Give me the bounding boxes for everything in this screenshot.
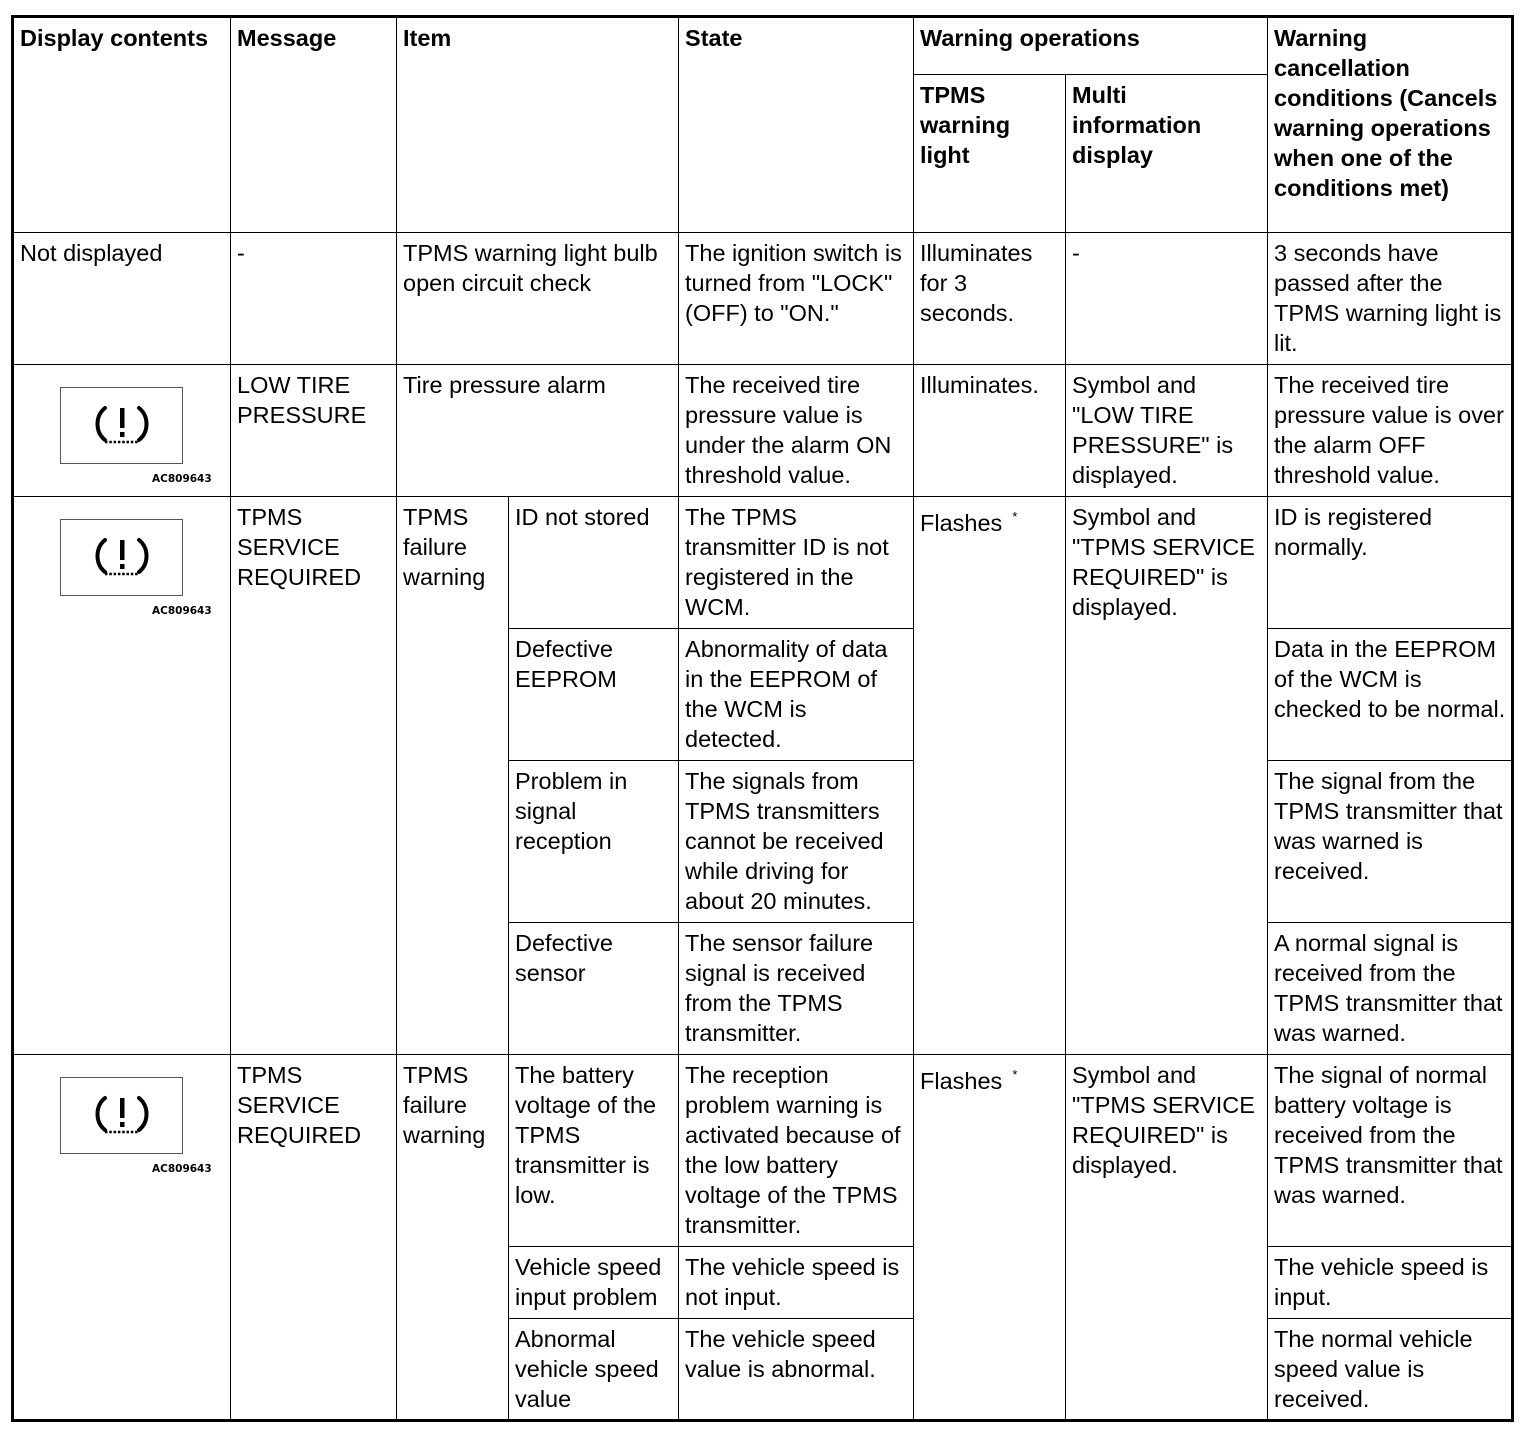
multi-cell: - [1066, 233, 1268, 365]
tire-pressure-warning-icon [91, 402, 153, 450]
light-cell [914, 497, 1066, 1055]
subitem-cell: Defective EEPROM [509, 629, 679, 761]
table-row [13, 497, 1513, 629]
tire-pressure-warning-icon [91, 534, 153, 582]
tpms-warning-table [11, 15, 1514, 1422]
symbol-code: AC809643 [152, 473, 212, 485]
display-symbol-cell [13, 497, 231, 1055]
footnote-mark: * [1012, 509, 1018, 524]
cancel-cell: The signal from the TPMS transmitter that was warned is received. [1268, 761, 1513, 923]
tire-pressure-warning-icon [91, 1092, 153, 1140]
subitem-cell: Defective sensor [509, 923, 679, 1055]
message-cell: TPMS SERVICE REQUIRED [231, 1055, 397, 1421]
header-tpms-warning-light: TPMS warning light [914, 75, 1066, 233]
state-cell: The reception problem warning is activated because of the low battery voltage of the TPMS transmitter. [679, 1055, 914, 1247]
cancel-cell: Data in the EEPROM of the WCM is checked to be normal. [1268, 629, 1513, 761]
footnote-mark: * [1012, 1067, 1018, 1082]
state-cell: The sensor failure signal is received from the TPMS transmitter. [679, 923, 914, 1055]
symbol-code: AC809643 [152, 1163, 212, 1175]
item-cell: TPMS failure warning [397, 497, 509, 1055]
light-cell: Illuminates. [914, 365, 1066, 497]
message-cell: TPMS SERVICE REQUIRED [231, 497, 397, 1055]
item-cell: TPMS warning light bulb open circuit check [397, 233, 679, 365]
cancel-cell: The received tire pressure value is over the alarm OFF threshold value. [1268, 365, 1513, 497]
multi-cell: Symbol and "TPMS SERVICE REQUIRED" is displayed. [1066, 1055, 1268, 1421]
item-cell: Tire pressure alarm [397, 365, 679, 497]
cancel-cell: 3 seconds have passed after the TPMS warning light is lit. [1268, 233, 1513, 365]
multi-cell: Symbol and "TPMS SERVICE REQUIRED" is displayed. [1066, 497, 1268, 1055]
cancel-cell: ID is registered normally. [1268, 497, 1513, 629]
tpms-warning-symbol [60, 387, 183, 464]
subitem-cell: ID not stored [509, 497, 679, 629]
cancel-cell: The normal vehicle speed value is received. [1268, 1319, 1513, 1421]
tpms-warning-symbol [60, 1077, 183, 1154]
state-cell: The ignition switch is turned from "LOCK" (OFF) to "ON." [679, 233, 914, 365]
header-item: Item [397, 17, 679, 233]
header-message: Message [231, 17, 397, 233]
light-flashes: Flashes [920, 510, 1003, 536]
header-state: State [679, 17, 914, 233]
header-display-contents: Display contents [13, 17, 231, 233]
cancel-cell: A normal signal is received from the TPMS transmitter that was warned. [1268, 923, 1513, 1055]
cancel-cell: The signal of normal battery voltage is received from the TPMS transmitter that was warned. [1268, 1055, 1513, 1247]
subitem-cell: Abnormal vehicle speed value [509, 1319, 679, 1421]
cancel-cell: The vehicle speed is input. [1268, 1247, 1513, 1319]
symbol-code: AC809643 [152, 605, 212, 617]
multi-cell: Symbol and "LOW TIRE PRESSURE" is displayed. [1066, 365, 1268, 497]
subitem-cell: The battery voltage of the TPMS transmitter is low. [509, 1055, 679, 1247]
message-cell: - [231, 233, 397, 365]
header-multi-information-display: Multi information display [1066, 75, 1268, 233]
table-row [13, 233, 1513, 365]
display-symbol-cell [13, 365, 231, 497]
header-cancellation-conditions: Warning cancellation conditions (Cancels warning operations when one of the conditions met) [1268, 17, 1513, 233]
state-cell: Abnormality of data in the EEPROM of the WCM is detected. [679, 629, 914, 761]
state-cell: The vehicle speed value is abnormal. [679, 1319, 914, 1421]
state-cell: The TPMS transmitter ID is not registered in the WCM. [679, 497, 914, 629]
message-cell: LOW TIRE PRESSURE [231, 365, 397, 497]
light-cell: Illuminates for 3 seconds. [914, 233, 1066, 365]
light-cell [914, 1055, 1066, 1421]
state-cell: The vehicle speed is not input. [679, 1247, 914, 1319]
light-flashes: Flashes [920, 1068, 1003, 1094]
table-row [13, 1055, 1513, 1247]
subitem-cell: Vehicle speed input problem [509, 1247, 679, 1319]
table-row [13, 365, 1513, 497]
state-cell: The received tire pressure value is under the alarm ON threshold value. [679, 365, 914, 497]
item-cell: TPMS failure warning [397, 1055, 509, 1421]
header-warning-operations: Warning operations [914, 17, 1268, 75]
display-not-displayed: Not displayed [13, 233, 231, 365]
state-cell: The signals from TPMS transmitters cannot be received while driving for about 20 minutes. [679, 761, 914, 923]
subitem-cell: Problem in signal reception [509, 761, 679, 923]
tpms-warning-symbol [60, 519, 183, 596]
display-symbol-cell [13, 1055, 231, 1421]
